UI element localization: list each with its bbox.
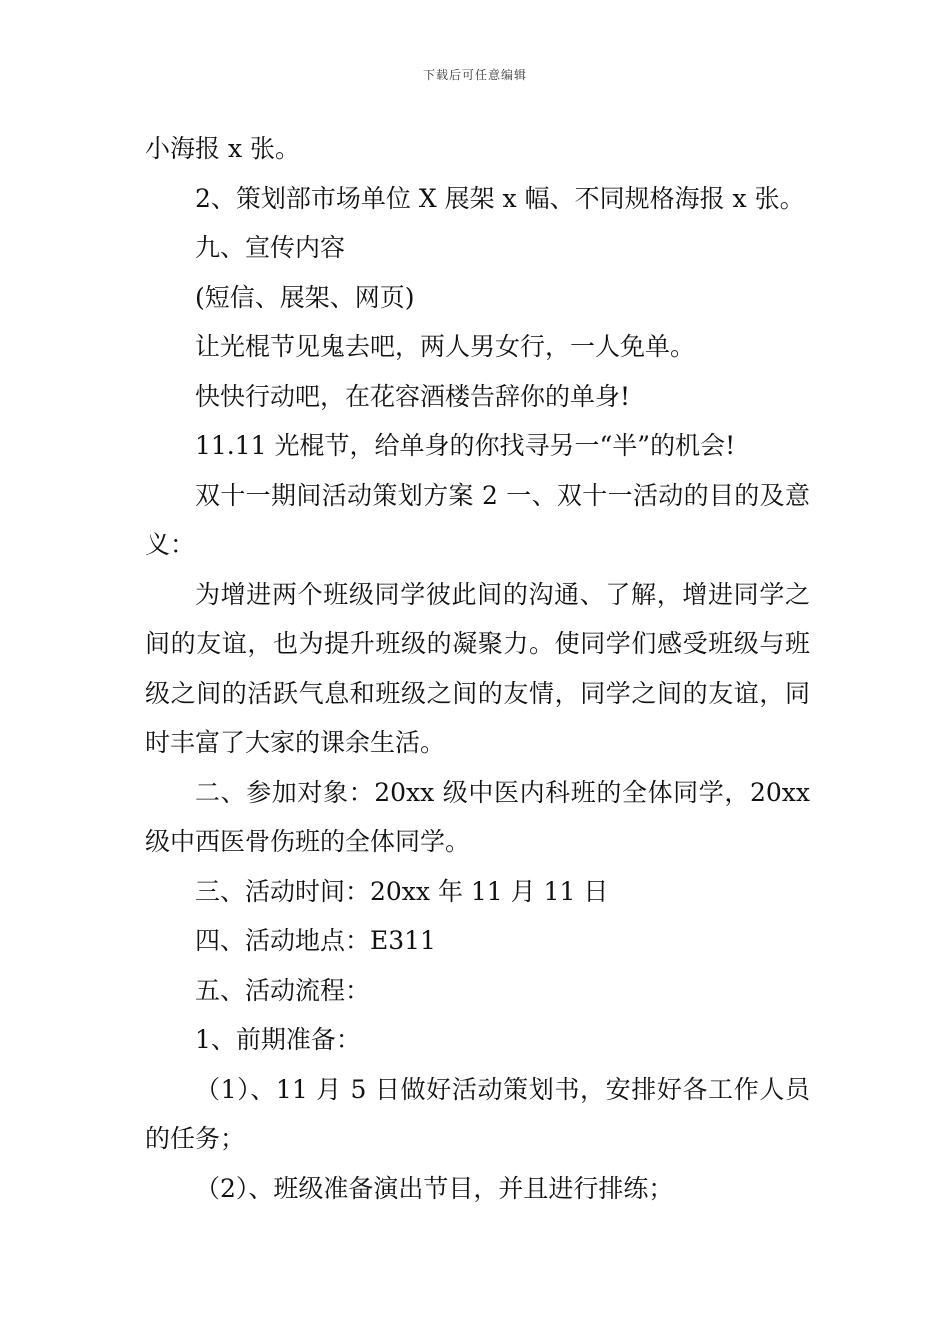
section-heading: 四、活动地点：E311 (195, 926, 436, 955)
paragraph: （1）、11 月 5 日做好活动策划书，安排好各工作人员的任务； (145, 1074, 810, 1153)
document-body (145, 124, 810, 1213)
page-header: 下载后可任意编辑 (422, 68, 527, 82)
paragraph: （2）、班级准备演出节目，并且进行排练； (195, 1173, 674, 1203)
paragraph: 为增进两个班级同学彼此间的沟通、了解，增进同学之间的友谊，也为提升班级的凝聚力。使同学们感受班级与班级之间的活跃气息和班级之间的友情，同学之间的友谊，同时丰富了大家的课余生活。 (145, 579, 810, 757)
paragraph: 11.11 光棍节，给单身的你找寻另一“半”的机会! (195, 431, 736, 460)
paragraph: (短信、展架、网页) (195, 282, 415, 312)
section-heading: 双十一期间活动策划方案 2 一、双十一活动的目的及意义： (145, 480, 810, 559)
section-heading: 五、活动流程： (195, 975, 371, 1005)
section-heading: 九、宣传内容 (195, 233, 346, 262)
paragraph: 快快行动吧，在花容酒楼告辞你的单身! (195, 381, 631, 411)
section-heading: 三、活动时间：20xx 年 11 月 11 日 (195, 876, 609, 906)
paragraph: 小海报 x 张。 (145, 134, 300, 163)
paragraph: 1、前期准备： (195, 1025, 361, 1054)
paragraph: 2、策划部市场单位 X 展架 x 幅、不同规格海报 x 张。 (195, 183, 805, 213)
section-heading: 二、参加对象：20xx 级中医内科班的全体同学，20xx 级中西医骨伤班的全体同学。 (145, 777, 810, 856)
paragraph: 让光棍节见鬼去吧，两人男女行，一人免单。 (195, 332, 696, 361)
